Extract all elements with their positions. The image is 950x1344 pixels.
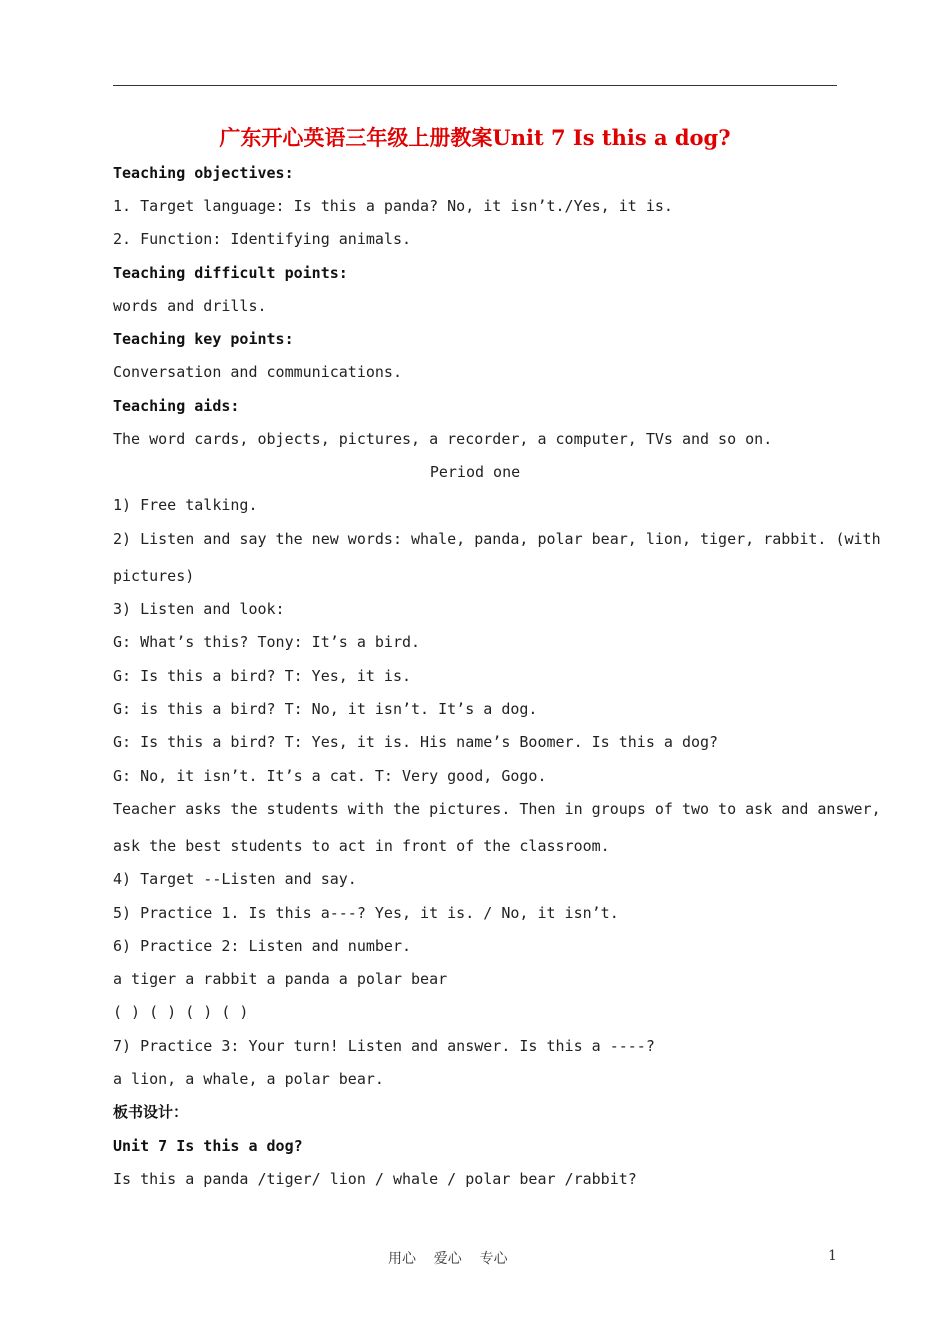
dialogue-1: G: What’s this? Tony: It’s a bird.: [113, 633, 421, 651]
heading-objectives: Teaching objectives:: [113, 164, 294, 182]
period-heading: Period one: [429, 463, 521, 481]
dialogue-2: G: Is this a bird? T: Yes, it is.: [113, 667, 412, 685]
step-7-items: a lion, a whale, a polar bear.: [113, 1070, 384, 1088]
page-number: 1: [828, 1248, 837, 1264]
heading-difficult-points: Teaching difficult points:: [113, 264, 348, 282]
objective-2: 2. Function: Identifying animals.: [113, 230, 412, 248]
step-7: 7) Practice 3: Your turn! Listen and answer. Is this a ----?: [113, 1037, 655, 1055]
teacher-activity: Teacher asks the students with the pictures. Then in groups of two to ask and answer,: [113, 800, 881, 818]
board-question: Is this a panda /tiger/ lion / whale / polar bear /rabbit?: [113, 1170, 637, 1188]
step-5: 5) Practice 1. Is this a---? Yes, it is. / No, it isn’t.: [113, 904, 619, 922]
heading-aids: Teaching aids:: [113, 397, 240, 415]
dialogue-3: G: is this a bird? T: No, it isn’t. It’s a dog.: [113, 700, 538, 718]
objective-1: 1. Target language: Is this a panda? No, it isn’t./Yes, it is.: [113, 197, 673, 215]
step-4: 4) Target --Listen and say.: [113, 870, 357, 888]
header-rule: [113, 85, 837, 86]
document-title: 广东开心英语三年级上册教案Unit 7 Is this a dog?: [219, 125, 731, 150]
teacher-activity-cont: ask the best students to act in front of the classroom.: [113, 837, 610, 855]
step-1: 1) Free talking.: [113, 496, 258, 514]
step-2: 2) Listen and say the new words: whale, panda, polar bear, lion, tiger, rabbit. (with: [113, 530, 881, 548]
dialogue-4: G: Is this a bird? T: Yes, it is. His name’s Boomer. Is this a dog?: [113, 733, 719, 751]
board-design-heading: 板书设计：: [113, 1103, 189, 1121]
difficult-points-text: words and drills.: [113, 297, 267, 315]
key-points-text: Conversation and communications.: [113, 363, 402, 381]
step-6: 6) Practice 2: Listen and number.: [113, 937, 412, 955]
heading-key-points: Teaching key points:: [113, 330, 294, 348]
step-2-cont: pictures): [113, 567, 195, 585]
number-blanks: ( ) ( ) ( ) ( ): [113, 1003, 249, 1021]
aids-text: The word cards, objects, pictures, a recorder, a computer, TVs and so on.: [113, 430, 773, 448]
dialogue-5: G: No, it isn’t. It’s a cat. T: Very good, Gogo.: [113, 767, 547, 785]
number-items: a tiger a rabbit a panda a polar bear: [113, 970, 448, 988]
step-3: 3) Listen and look:: [113, 600, 285, 618]
footer-motto: 用心 爱心 专心: [388, 1251, 508, 1267]
board-unit-title: Unit 7 Is this a dog?: [113, 1137, 303, 1155]
